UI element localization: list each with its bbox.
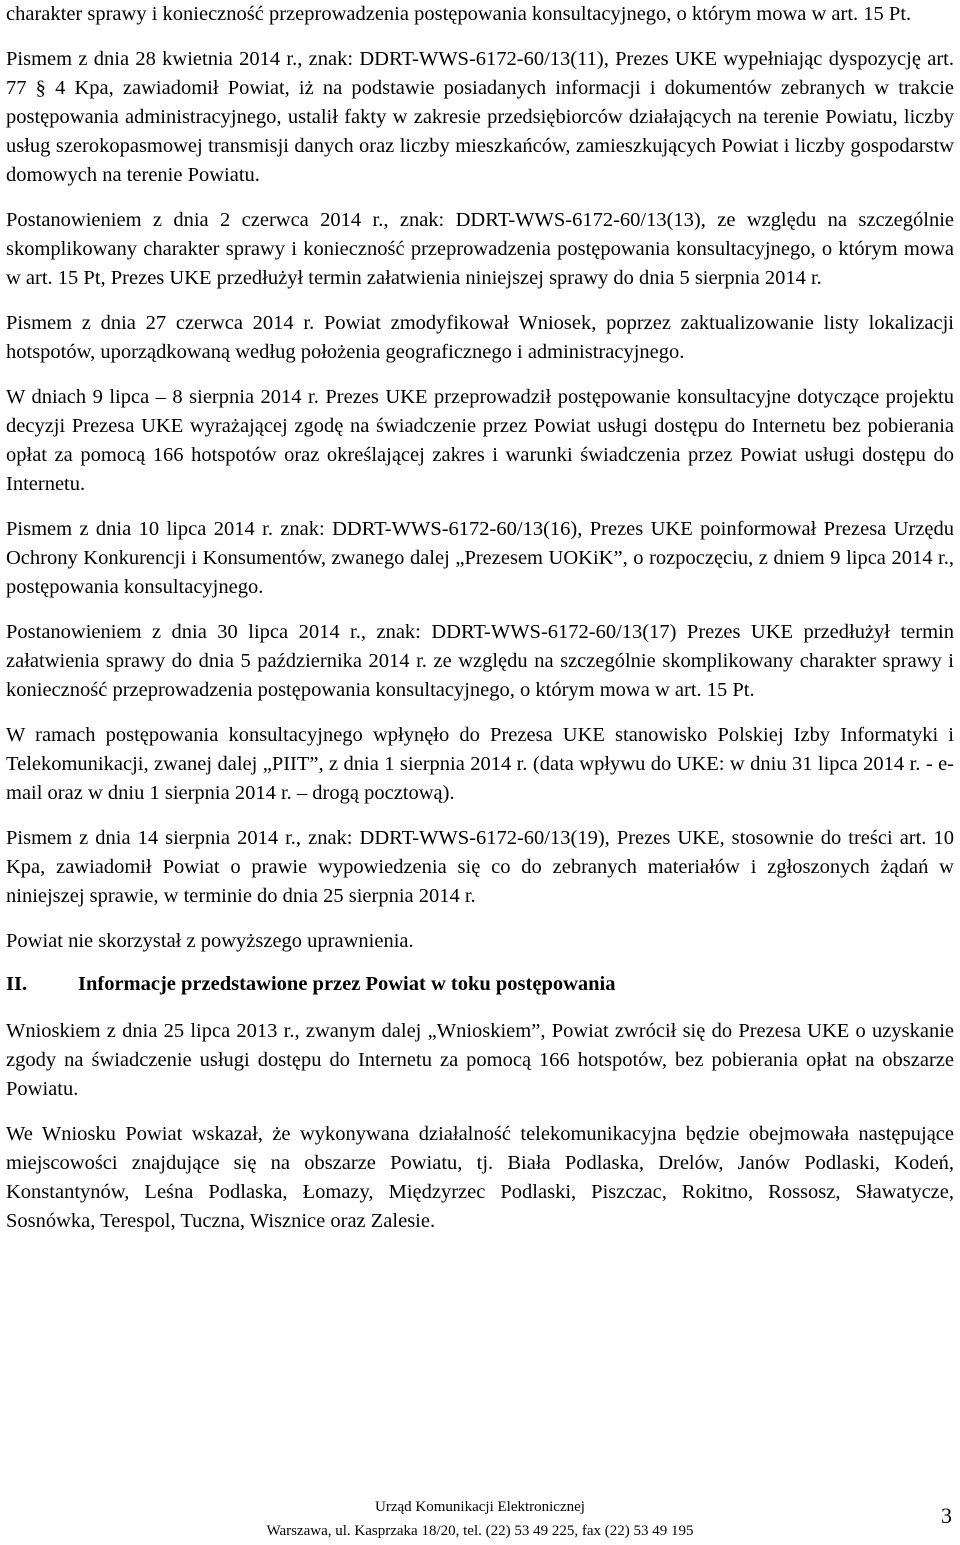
paragraph-letter-10-july: Pismem z dnia 10 lipca 2014 r. znak: DDRT-WWS-6172-60/13(16), Prezes UKE poinformował Prezesa Urzędu Ochrony Konkurencji i Konsumentów, zwanego dalej „Prezesem UOKiK”, o rozpoczęciu, z dniem 9 lipca 2014 r., postępowania konsultacyjnego. [6,518,954,598]
footer-office: Urząd Komunikacji Elektronicznej [375,1499,585,1515]
paragraph-no-response: Powiat nie skorzystał z powyższego uprawnienia. [6,930,414,952]
paragraph-continuation: charakter sprawy i konieczność przeprowadzenia postępowania konsultacyjnego, o którym mowa w art. 15 Pt. [6,3,912,25]
paragraph-letter-27-june: Pismem z dnia 27 czerwca 2014 r. Powiat zmodyfikował Wniosek, poprzez zaktualizowanie listy lokalizacji hotspotów, uporządkowaną według położenia geograficznego i administracyjnego. [6,312,954,363]
footer-address: Warszawa, ul. Kasprzaka 18/20, tel. (22) 53 49 225, fax (22) 53 49 195 [266,1523,694,1539]
paragraph-piit-position: W ramach postępowania konsultacyjnego wpłynęło do Prezesa UKE stanowisko Polskiej Izby Informatyki i Telekomunikacji, zwanej dalej „PIIT”, z dnia 1 sierpnia 2014 r. (data wpływu do UKE: w dniu 31 lipca 2014 r. - e-mail oraz w dniu 1 sierpnia 2014 r. – drogą pocztową). [6,724,954,804]
page-footer [0,1497,960,1545]
paragraph-notice-28-april: Pismem z dnia 28 kwietnia 2014 r., znak: DDRT-WWS-6172-60/13(11), Prezes UKE wypełniając dyspozycję art. 77 § 4 Kpa, zawiadomił Powiat, iż na podstawie posiadanych informacji i dokumentów zebranych w trakcie postępowania administracyjnego, ustalił fakty w zakresie przedsiębiorców działających na terenie Powiatu, liczby usług szerokopasmowej transmisji danych oraz liczby mieszkańców, zamieszkujących Powiat i liczby gospodarstw domowych na terenie Powiatu. [6,48,954,186]
paragraph-consultation: W dniach 9 lipca – 8 sierpnia 2014 r. Prezes UKE przeprowadził postępowanie konsultacyjne dotyczące projektu decyzji Prezesa UKE wyrażającej zgodę na świadczenie przez Powiat usługi dostępu do Internetu bez pobierania opłat za pomocą 166 hotspotów oraz określającej zakres i warunki świadczenia przez Powiat usługi dostępu do Internetu. [6,386,954,495]
paragraph-decision-30-july: Postanowieniem z dnia 30 lipca 2014 r., znak: DDRT-WWS-6172-60/13(17) Prezes UKE przedłużył termin załatwienia sprawy do dnia 5 października 2014 r. ze względu na szczególnie skomplikowany charakter sprawy i konieczność przeprowadzenia postępowania konsultacyjnego, o którym mowa w art. 15 Pt. [6,621,954,701]
paragraph-locations: We Wniosku Powiat wskazał, że wykonywana działalność telekomunikacyjna będzie obejmowała następujące miejscowości znajdujące się na obszarze Powiatu, tj. Biała Podlaska, Drelów, Janów Podlaski, Kodeń, Konstantynów, Leśna Podlaska, Łomazy, Międzyrzec Podlaski, Piszczac, Rokitno, Rossosz, Sławatycze, Sosnówka, Terespol, Tuczna, Wisznice oraz Zalesie. [6,1123,954,1232]
page-number: 3 [941,1503,952,1528]
paragraph-decision-2-june: Postanowieniem z dnia 2 czerwca 2014 r., znak: DDRT-WWS-6172-60/13(13), ze względu na szczególnie skomplikowany charakter sprawy i konieczność przeprowadzenia postępowania konsultacyjnego, o którym mowa w art. 15 Pt, Prezes UKE przedłużył termin załatwienia niniejszej sprawy do dnia 5 sierpnia 2014 r. [6,209,954,289]
document-page [6,0,954,1252]
paragraph-application: Wnioskiem z dnia 25 lipca 2013 r., zwanym dalej „Wnioskiem”, Powiat zwrócił się do Prezesa UKE o uzyskanie zgody na świadczenie usługi dostępu do Internetu za pomocą 166 hotspotów, bez pobierania opłat na obszarze Powiatu. [6,1020,954,1100]
section-number: II. [6,973,28,995]
paragraph-letter-14-august: Pismem z dnia 14 sierpnia 2014 r., znak: DDRT-WWS-6172-60/13(19), Prezes UKE, stosownie do treści art. 10 Kpa, zawiadomił Powiat o prawie wypowiedzenia się co do zebranych materiałów i zgłoszonych żądań w niniejszej sprawie, w terminie do dnia 25 sierpnia 2014 r. [6,827,954,907]
section-heading [6,970,954,999]
section-title: Informacje przedstawione przez Powiat w toku postępowania [78,973,616,995]
